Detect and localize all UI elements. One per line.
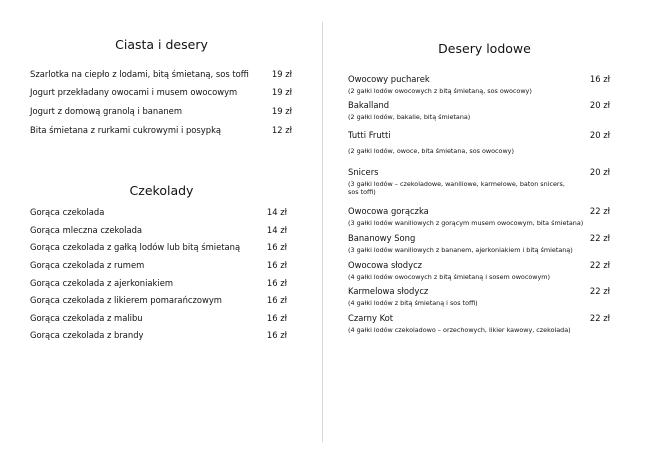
- menu-item-name: Bananowy Song: [348, 233, 416, 243]
- menu-item-description: (2 gałki lodów, owoce, bita śmietana, sos owocowy): [348, 147, 514, 155]
- menu-item-name: Gorąca czekolada z brandy: [30, 330, 144, 340]
- menu-item-price: 20 zł: [589, 130, 610, 140]
- menu-item-name: Tutti Frutti: [348, 130, 391, 140]
- right-menu-page: [323, 0, 646, 457]
- menu-item-description: (4 gałki lodów z bitą śmietaną i sos toffi): [348, 299, 478, 307]
- menu-item-name: Gorąca czekolada z malibu: [30, 313, 143, 323]
- menu-item-name: Snicers: [348, 167, 379, 177]
- menu-item-price: 12 zł: [271, 125, 292, 135]
- menu-item-name: Bita śmietana z rurkami cukrowymi i posypką: [30, 125, 222, 135]
- menu-item-name: Owocowy pucharek: [348, 74, 430, 84]
- menu-item-name: Gorąca czekolada z likierem pomarańczowym: [30, 295, 222, 305]
- cakes-heading: Ciasta i desery: [115, 37, 208, 52]
- menu-item-name: Bakalland: [348, 100, 390, 110]
- menu-item-price: 19 zł: [271, 106, 292, 116]
- menu-item-price: 20 zł: [589, 100, 610, 110]
- menu-item-name: Owocowa gorączka: [348, 206, 429, 216]
- menu-item-price: 16 zł: [266, 242, 287, 252]
- menu-item-price: 19 zł: [271, 87, 292, 97]
- menu-item-name: Owocowa słodycz: [348, 260, 423, 270]
- menu-item-name: Szarlotka na ciepło z lodami, bitą śmietaną, sos toffi: [30, 69, 249, 79]
- menu-item-name: Czarny Kot: [348, 313, 394, 323]
- menu-item-price: 19 zł: [271, 69, 292, 79]
- menu-item-description: (3 gałki lodów – czekoladowe, waniliowe, karmelowe, baton snicers, sos toffi): [348, 180, 565, 196]
- menu-item-description: (4 gałki lodów owocowych z bitą śmietaną i sosem owocowym): [348, 273, 550, 281]
- menu-item-price: 16 zł: [266, 295, 287, 305]
- menu-item-price: 22 zł: [589, 206, 610, 216]
- menu-item-description: (2 gałki lodów, bakalie, bitą śmietana): [348, 113, 471, 121]
- menu-item-name: Jogurt z domową granolą i bananem: [30, 106, 182, 116]
- menu-item-price: 16 zł: [266, 330, 287, 340]
- menu-item-name: Gorąca czekolada z rumem: [30, 260, 145, 270]
- menu-item-description: (4 gałki lodów czekoladowo – orzechowych, likier kawowy, czekolada): [348, 326, 571, 334]
- menu-item-description: (3 gałki lodów waniliowych z bananem, ajerkoniakiem i bitą śmietaną): [348, 246, 573, 254]
- menu-item-price: 22 zł: [589, 313, 610, 323]
- menu-item-name: Gorąca czekolada z ajerkoniakiem: [30, 278, 174, 288]
- menu-item-price: 22 zł: [589, 233, 610, 243]
- chocolates-heading: Czekolady: [129, 183, 194, 198]
- menu-item-name: Gorąca czekolada z gałką lodów lub bitą śmietaną: [30, 242, 241, 252]
- ice-cream-heading: Desery lodowe: [438, 41, 531, 56]
- menu-item-name: Karmelowa słodycz: [348, 286, 429, 296]
- menu-item-price: 16 zł: [589, 74, 610, 84]
- menu-item-price: 22 zł: [589, 286, 610, 296]
- menu-item-name: Jogurt przekładany owocami i musem owocowym: [30, 87, 238, 97]
- menu-item-description: (3 gałki lodów waniliowych z gorącym musem owocowym, bita śmietana): [348, 219, 584, 227]
- menu-item-name: Gorąca mleczna czekolada: [30, 225, 143, 235]
- menu-item-price: 16 zł: [266, 260, 287, 270]
- menu-item-price: 16 zł: [266, 278, 287, 288]
- menu-item-price: 16 zł: [266, 313, 287, 323]
- menu-item-price: 22 zł: [589, 260, 610, 270]
- menu-item-description: (2 gałki lodów owocowych z bitą śmietaną, sos owocowy): [348, 87, 532, 95]
- menu-item-price: 20 zł: [589, 167, 610, 177]
- menu-item-name: Gorąca czekolada: [30, 207, 105, 217]
- menu-item-price: 14 zł: [266, 225, 287, 235]
- menu-item-price: 14 zł: [266, 207, 287, 217]
